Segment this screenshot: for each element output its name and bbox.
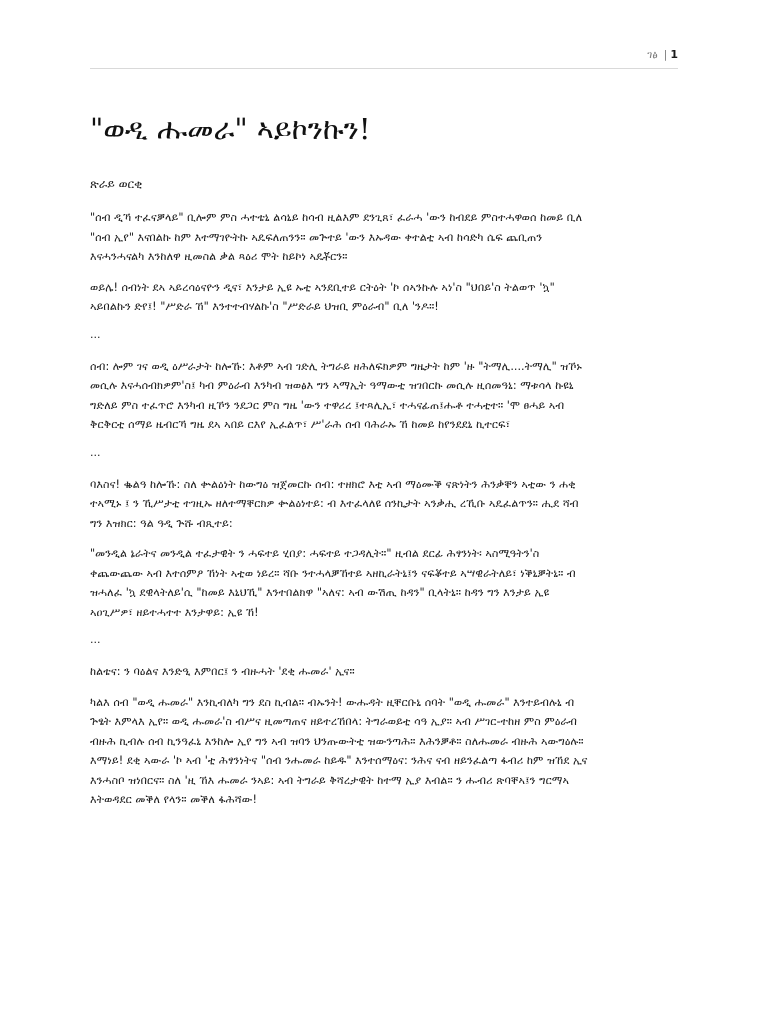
- paragraph-4: ባእስና! ቈልዓ ከሎኹ: ስለ ቍልዕነት ከውግዕ ዝጀመርኩ ሰብ: ተዘክሮ እቲ ኣብ ማዕሙቕ ናጽነትን ሕንቃቐን ኣቲው ን ሐቂ ተኣሚኑ ፤ ን ኺሥታቲ ተገዚኡ ዘለተማቐርክዎ ቍልዕነተይ: ብ እተፈላለዩ ሰንኪታት ኣንቃሒ ረኺቡ ኣዴፈልጥን። ሒደ ሻብ ግን እዝክር: ዓል ዓዲ ጕሹ ብጺተይ:: [90, 477, 579, 530]
- page-separator: |: [663, 48, 668, 61]
- author-name: ጽራይ ወርቂ: [90, 177, 143, 191]
- section-separator: ...: [90, 633, 101, 646]
- paragraph-5: "መንዲል ኔራትና መንዲል ተፈታዊት ን ሓፍተይ ሂበያ: ሓፍተይ ተጋዳሊት።" ዚብል ደርፊ ሕፃንነት፡ ኣስሚዓትን'ስ ቀጨውጨው ኣብ እተሰምዖ ኸነት ኣቲወ ነይረ። ሻቡ ንተሓላቓኸተይ ኣዘኪራትኒ፤ን ናፍቖተይ ኣሣዊራትለይ፣ ነቕኒቓትኒ። ብ ዝሓለፈ 'ኳ ደዊላትለይ'ሲ "ከመይ እኒህኺ" እንተበልክዋ "ኣለና: ኣብ ውሽጢ ከዳን" ቢላትኒ። ከዳን ግን እንታይ ኢዩ ኣዐጊሥዎ፣ ዘይተሓተተ እንታዋይ: ኢዩ ኸ!: [90, 547, 576, 619]
- paragraph-1: "ሰብ ዲኻ ተፈናቓላይ" ቢሎም ምስ ሓተቴኒ ልሳኒይ ከሳብ ዚልእም ደንጊጸ፣ ፈራሓ 'ውን ከብደይ ምስተሓዋወሰ ከመይ ቢለ "ሰብ ኢየ" እናበልኩ ከም እተማገዮትኩ ኣዴፍለጠንን። መጕተይ 'ውን እኡዳው ቀተልቲ ኣብ ከሳድካ ሴፍ ጨቢጠን እናሓንሓናልካ እንከለዋ ዚመስል ቃል ጻዕሪ ሞት ከይኮነ ኣዴቾርን።: [90, 211, 583, 263]
- page-number: 1: [670, 48, 678, 61]
- paragraph-3: ሰብ: ሎም ገና ወዲ ዕሥራታት ከሎኹ: እቶም ኣብ ገድሊ ትግራይ ዘሕለፍክዎም ግዜታት ከም 'ዙ "ትማሊ....ትማሊ" ዝኾኑ መሲሉ እናሓሰብክዎም'ስ፤ ካብ ምዕራብ እንካብ ዝወፅእ ግን ኣማኢት ዓማውቲ ዝገበርኩ መሲሉ ዚሰመዓኒ: ማቱሳላ ኩዩኒ ግድለይ ምስ ተፈጥሮ እንካብ ዚኾን ንደጋር ምስ ግዜ 'ውን ተዋሪረ ፤ተጻሊኢ፣ ተሓናፊጠ፤ሑቶ ተሓቲተ። 'ሞ ፀሓይ ኣብ ቅርቅርቲ ሰማይ ዜብርኻ ግዜ ደኣ ኣበይ ርእየ ኢፈልጥ፣ ሥ'ራሕ ሰብ ባሕራኡ ኸ ከመይ ከየንደደኒ ኪተርፍ፣: [90, 359, 582, 431]
- paragraph-2: ወይሌ! ሰብነት ደኣ ኣይረሳዕናዮን ዲና፣ እንታይ ኢዩ ኡቲ ኣንደቢተይ ርትዕት 'ኮ ሰኣንኩሉ ኣነ'ስ "ህበይ'ስ ትልወጥ 'ኳ" ኣይበልኩን ድየ፤! "ሥድራ ኸ" እንተተብሃልኩ'ስ "ሥድራይ ህዝቢ ምዕራብ" ቢለ 'ንዶ።!: [90, 280, 555, 313]
- paragraph-7: ካልእ ሰብ "ወዲ ሑመራ" እንኪብለካ ግን ደስ ኪብል። ብኡንት! ውሑዳት ዚቐርቡኒ ሰባት "ወዲ ሑመራ" እንተይብሉኒ ብ ጕፄት እምላእ ኢየ። ወዲ ሑመራ'ስ ብሥና ዚመጣጠና ዘይተረኸበላ: ትግራወይቲ ሳዓ ኢያ። ኣብ ሥገር-ተከዘ ምስ ምዕራብ ብዙሕ ኪብሉ ሰብ ኪንዓፈኒ እንከሎ ኢየ ግን ኣብ ዝባን ህንጡውትቲ ዝውንጣሕ። እሕንቓቶ። ስለሑመራ ብዙሕ ኣውግዕሉ። እማነይ! ደቂ ኣውራ 'ኮ ኣብ 'ቲ ሕፃንነትና "ሰብ ንሑመራ ከይዱ" እንተሰማዕና: ንሕና ናብ ዘይንፈልጣ ፋብሪ ከም ዝኸደ ኢና እንሓስቦ ዝነበርና። ስለ 'ዚ ኸእ ሑመራ ንኣይ: ኣብ ትግራይ ቅሻረታዊት ከተማ ኢያ እብል። ን ሑብሪ ጽባቐኣ፤ን ግርማኣ እትወዳደር መቕለ የላን። መቕለ ፋሕሻው!: [90, 695, 588, 806]
- page-header: [647, 48, 678, 62]
- document-body: [90, 112, 680, 821]
- section-separator: ...: [90, 327, 101, 341]
- header-rule: [90, 68, 678, 69]
- section-separator: ...: [90, 445, 101, 459]
- page-label: ገፅ: [647, 48, 658, 61]
- paragraph-6: ከልቴና: ን ባዕልና እንድዒ እምበር፤ ን ብዙሓት 'ደቂ ሑመራ' ኢና።: [90, 665, 355, 678]
- document-title: "ወዲ ሑመራ" ኣይኮንኩን!: [90, 112, 371, 146]
